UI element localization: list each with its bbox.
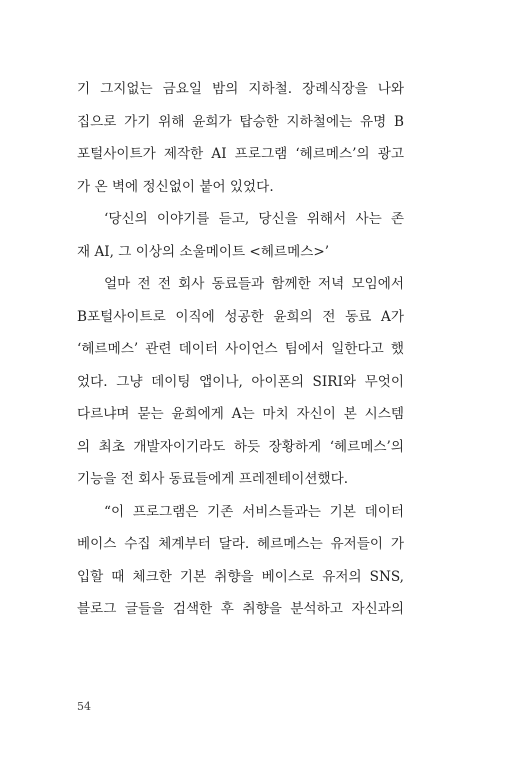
text-line: B포털사이트로 이직에 성공한 윤희의 전 동료 A가 — [77, 308, 404, 325]
text-line: 다르냐며 묻는 윤희에게 A는 마치 자신이 본 시스템 — [77, 406, 404, 422]
text-line: 얼마 전 전 회사 동료들과 함께한 저녁 모임에서 — [104, 276, 404, 292]
text-line: 입할 때 체크한 기본 취향을 베이스로 유저의 SNS, — [77, 568, 404, 585]
text-line: 집으로 가기 위해 윤희가 탑승한 지하철에는 유명 B — [77, 113, 404, 130]
text-line: 포털사이트가 제작한 AI 프로그램 ‘헤르메스’의 광고 — [77, 146, 404, 162]
text-line: 의 최초 개발자이기라도 하듯 장황하게 ‘헤르메스’의 — [77, 438, 404, 455]
text-line: ‘헤르메스’ 관련 데이터 사이언스 팀에서 일한다고 했 — [77, 341, 404, 357]
text-line: 가 온 벽에 정신없이 붙어 있었다. — [77, 178, 274, 195]
text-line: 기능을 전 회사 동료들에게 프레젠테이션했다. — [77, 471, 349, 487]
text-line: ‘당신의 이야기를 듣고, 당신을 위해서 사는 존 — [104, 211, 404, 227]
body-text — [77, 73, 404, 626]
text-line: “이 프로그램은 기존 서비스들과는 기본 데이터 — [104, 503, 404, 520]
text-line: 기 그지없는 금요일 밤의 지하철. 장례식장을 나와 — [77, 81, 404, 97]
page-number: 54 — [77, 700, 91, 713]
text-line: 블로그 글들을 검색한 후 취향을 분석하고 자신과의 — [77, 601, 404, 617]
text-line: 재 AI, 그 이상의 소울메이트 <헤르메스>’ — [77, 243, 330, 260]
text-line: 베이스 수집 체계부터 달라. 헤르메스는 유저들이 가 — [77, 536, 404, 552]
text-line: 었다. 그냥 데이팅 앱이나, 아이폰의 SIRI와 무엇이 — [77, 373, 404, 390]
